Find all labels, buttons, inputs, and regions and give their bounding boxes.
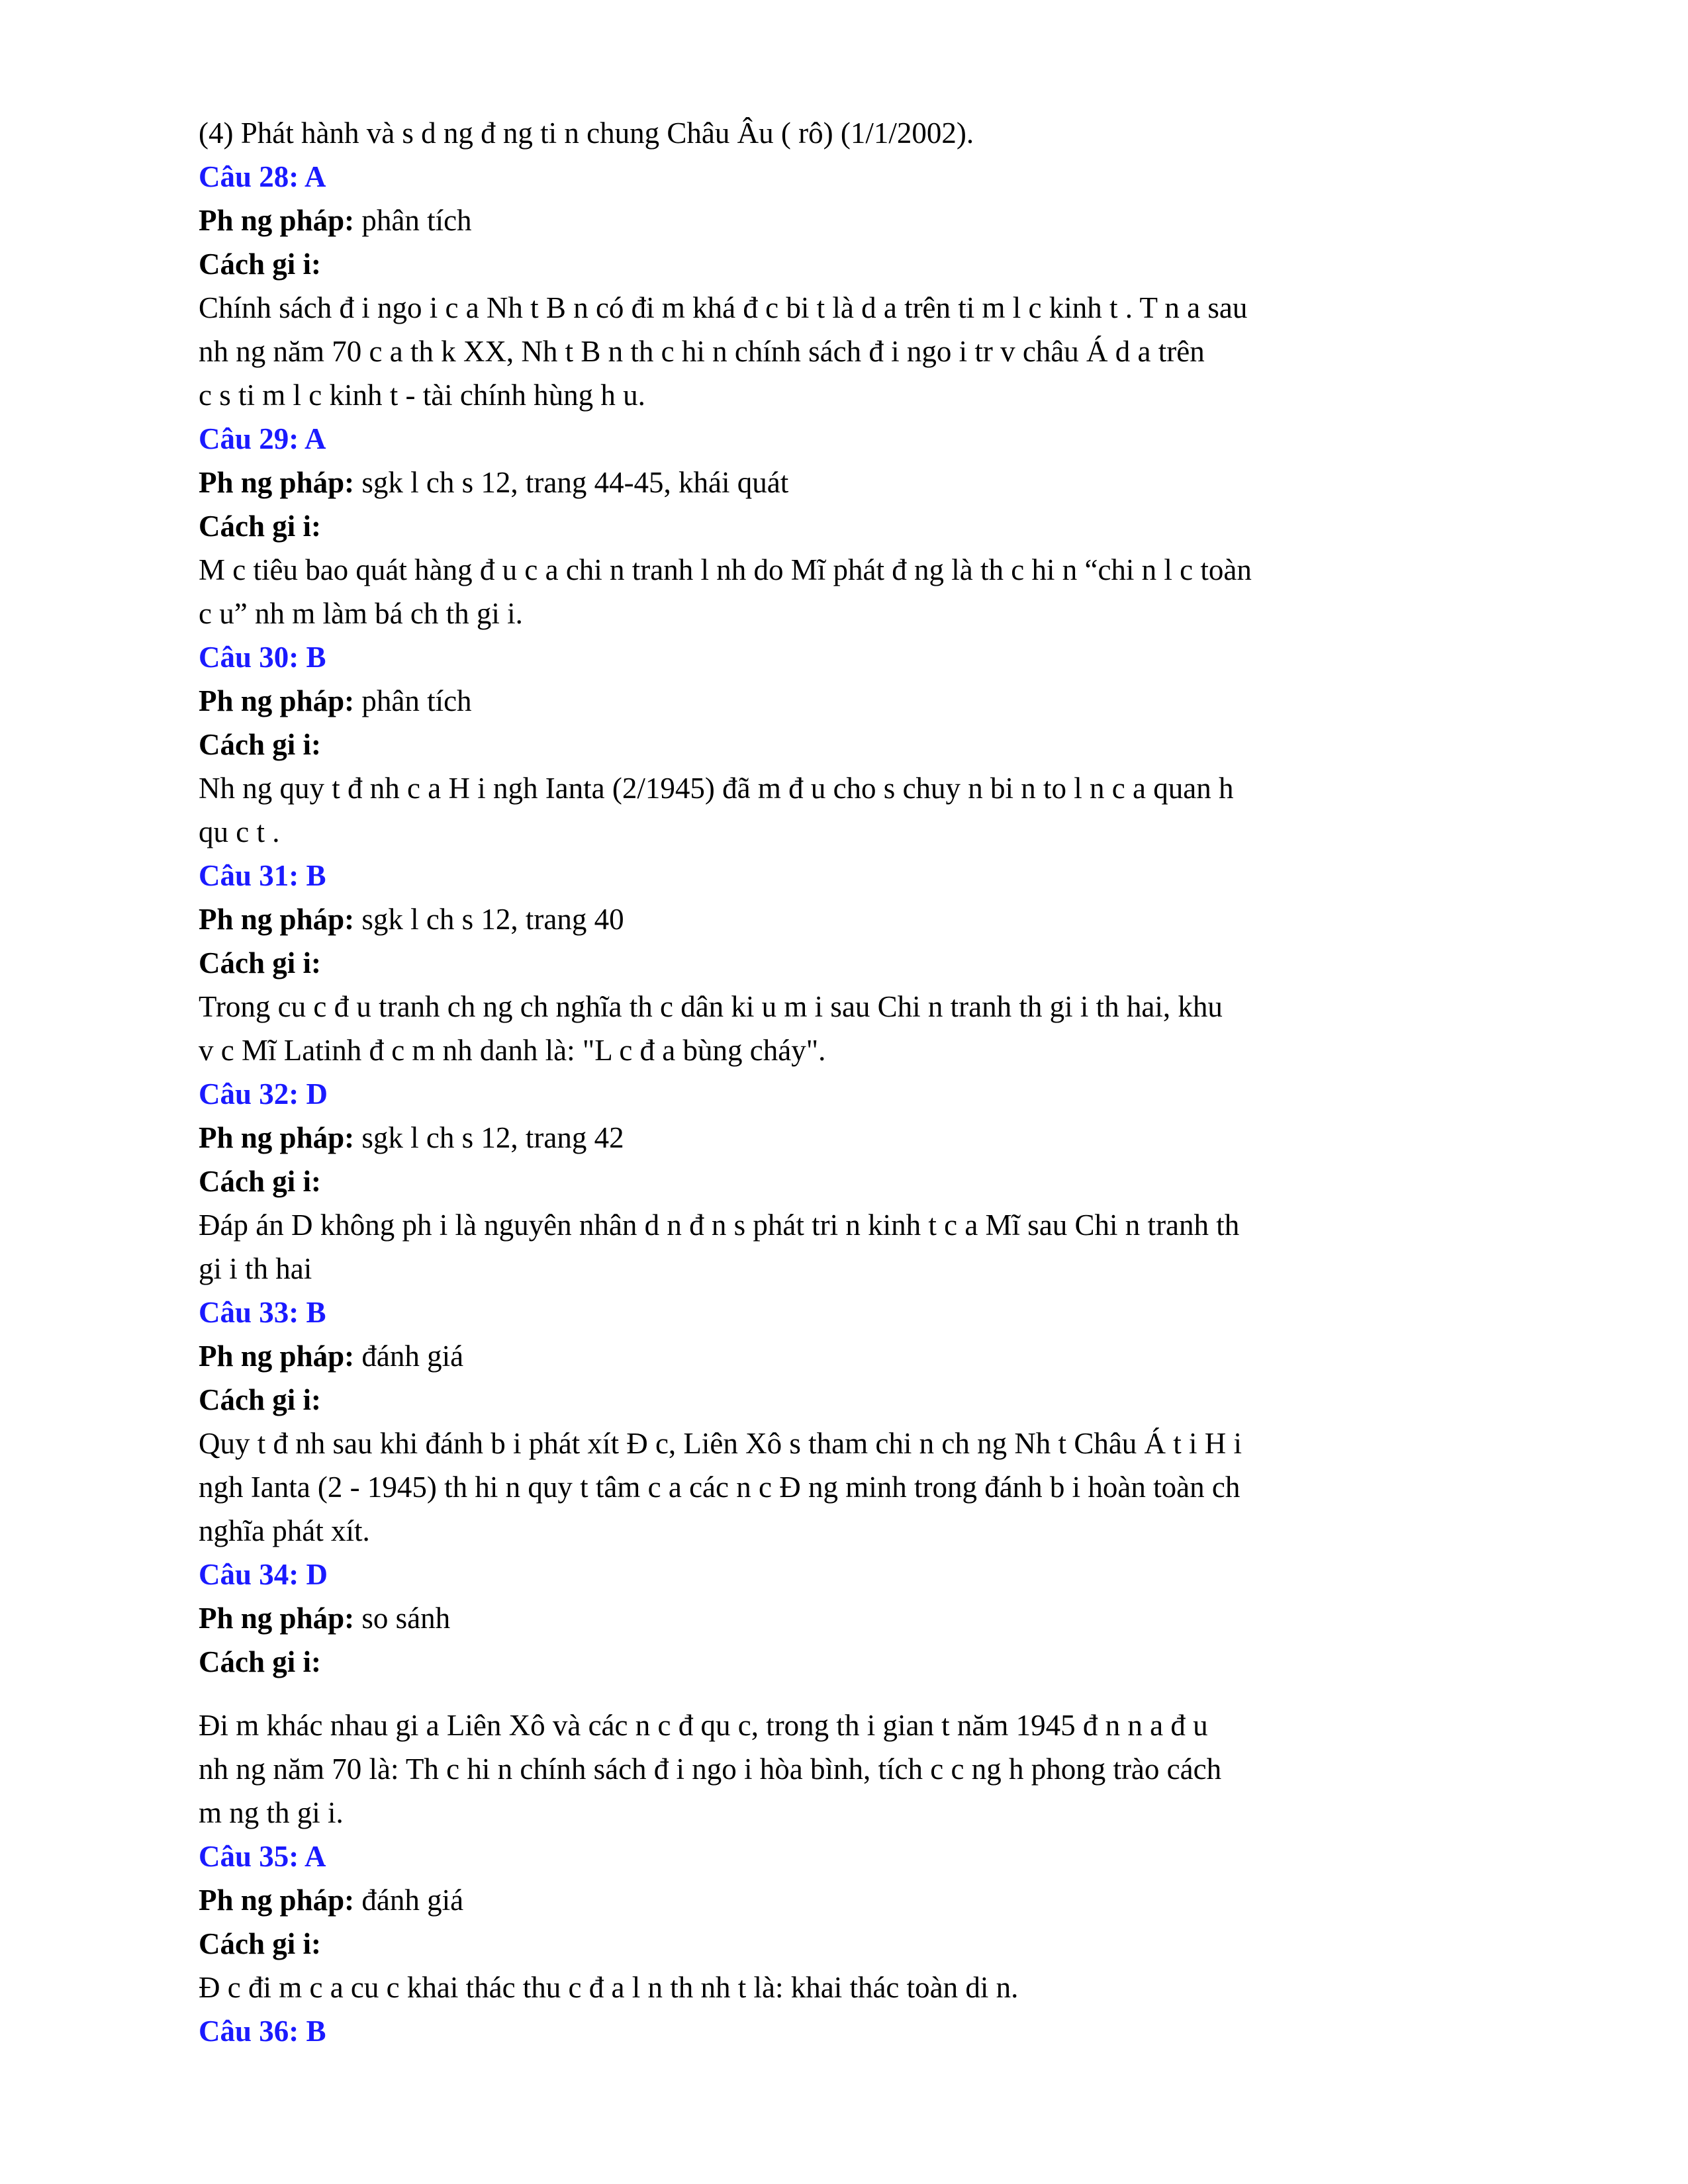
method-label: Ph ng pháp: [199, 1340, 355, 1373]
question-heading: Câu 30: B [199, 641, 326, 674]
method-value: phân tích [354, 204, 472, 237]
method-value: phân tích [354, 684, 472, 717]
question-heading: Câu 28: A [199, 160, 326, 193]
method-label: Ph ng pháp: [199, 204, 355, 237]
solution-text-line: Trong cu c đ u tranh ch ng ch nghĩa th c dân ki u m i sau Chi n tranh th gi i th hai, khu [199, 990, 1223, 1023]
question-heading: Câu 36: B [199, 2015, 326, 2048]
method-value: so sánh [354, 1602, 451, 1635]
method-value: đánh giá [354, 1884, 464, 1917]
spacer [199, 1684, 1483, 1704]
solution-label: Cách gi i: [199, 1165, 321, 1198]
question-heading: Câu 29: A [199, 422, 326, 455]
question-heading: Câu 35: A [199, 1840, 326, 1873]
method-label: Ph ng pháp: [199, 1884, 355, 1917]
solution-label: Cách gi i: [199, 728, 321, 761]
method-line [199, 679, 1483, 723]
method-value: sgk l ch s 12, trang 40 [354, 903, 624, 936]
method-value: sgk l ch s 12, trang 44-45, khái quát [354, 466, 789, 499]
document-page [199, 111, 1483, 2053]
solution-label: Cách gi i: [199, 946, 321, 979]
question-heading: Câu 33: B [199, 1296, 326, 1329]
method-value: đánh giá [354, 1340, 464, 1373]
solution-label: Cách gi i: [199, 1927, 321, 1960]
method-label: Ph ng pháp: [199, 684, 355, 717]
method-label: Ph ng pháp: [199, 1121, 355, 1154]
solution-text-line: c s ti m l c kinh t - tài chính hùng h u. [199, 379, 645, 412]
method-line [199, 461, 1483, 504]
method-line [199, 1334, 1483, 1378]
solution-label: Cách gi i: [199, 248, 321, 281]
solution-text-line: gi i th hai [199, 1252, 312, 1285]
intro-line: (4) Phát hành và s d ng đ ng ti n chung Châu Âu ( rô) (1/1/2002). [199, 116, 974, 150]
method-line [199, 897, 1483, 941]
method-label: Ph ng pháp: [199, 903, 355, 936]
method-label: Ph ng pháp: [199, 1602, 355, 1635]
solution-text-line: Đáp án D không ph i là nguyên nhân d n đ n s phát tri n kinh t c a Mĩ sau Chi n tranh th [199, 1208, 1240, 1242]
solution-label: Cách gi i: [199, 510, 321, 543]
solution-label: Cách gi i: [199, 1383, 321, 1416]
question-heading: Câu 34: D [199, 1558, 328, 1591]
solution-text-line: M c tiêu bao quát hàng đ u c a chi n tranh l nh do Mĩ phát đ ng là th c hi n “chi n l c toàn [199, 553, 1252, 586]
solution-text-line: m ng th gi i. [199, 1796, 344, 1829]
solution-text-line: v c Mĩ Latinh đ c m nh danh là: "L c đ a bùng cháy". [199, 1034, 826, 1067]
question-heading: Câu 32: D [199, 1077, 328, 1111]
solution-text-line: ngh Ianta (2 - 1945) th hi n quy t tâm c a các n c Đ ng minh trong đánh b i hoàn toàn ch [199, 1471, 1241, 1504]
question-heading: Câu 31: B [199, 859, 326, 892]
solution-text-line: Đi m khác nhau gi a Liên Xô và các n c đ qu c, trong th i gian t năm 1945 đ n n a đ u [199, 1709, 1208, 1742]
method-line [199, 199, 1483, 242]
solution-text-line: nghĩa phát xít. [199, 1514, 370, 1547]
solution-text-line: Quy t đ nh sau khi đánh b i phát xít Đ c, Liên Xô s tham chi n ch ng Nh t Châu Á t i H i [199, 1427, 1243, 1460]
solution-text-line: c u” nh m làm bá ch th gi i. [199, 597, 523, 630]
method-label: Ph ng pháp: [199, 466, 355, 499]
method-line [199, 1596, 1483, 1640]
method-line [199, 1116, 1483, 1160]
solution-text-line: qu c t . [199, 815, 280, 848]
solution-text-line: Đ c đi m c a cu c khai thác thu c đ a l n th nh t là: khai thác toàn di n. [199, 1971, 1019, 2004]
solution-text-line: nh ng năm 70 c a th k XX, Nh t B n th c hi n chính sách đ i ngo i tr v châu Á d a trên [199, 335, 1205, 368]
solution-text-line: Nh ng quy t đ nh c a H i ngh Ianta (2/1945) đã m đ u cho s chuy n bi n to l n c a quan h [199, 772, 1234, 805]
solution-text-line: Chính sách đ i ngo i c a Nh t B n có đi m khá đ c bi t là d a trên ti m l c kinh t . T n a sau [199, 291, 1248, 324]
solution-text-line: nh ng năm 70 là: Th c hi n chính sách đ i ngo i hòa bình, tích c c ng h phong trào cách [199, 1752, 1222, 1786]
method-value: sgk l ch s 12, trang 42 [354, 1121, 624, 1154]
method-line [199, 1878, 1483, 1922]
solution-label: Cách gi i: [199, 1645, 321, 1678]
